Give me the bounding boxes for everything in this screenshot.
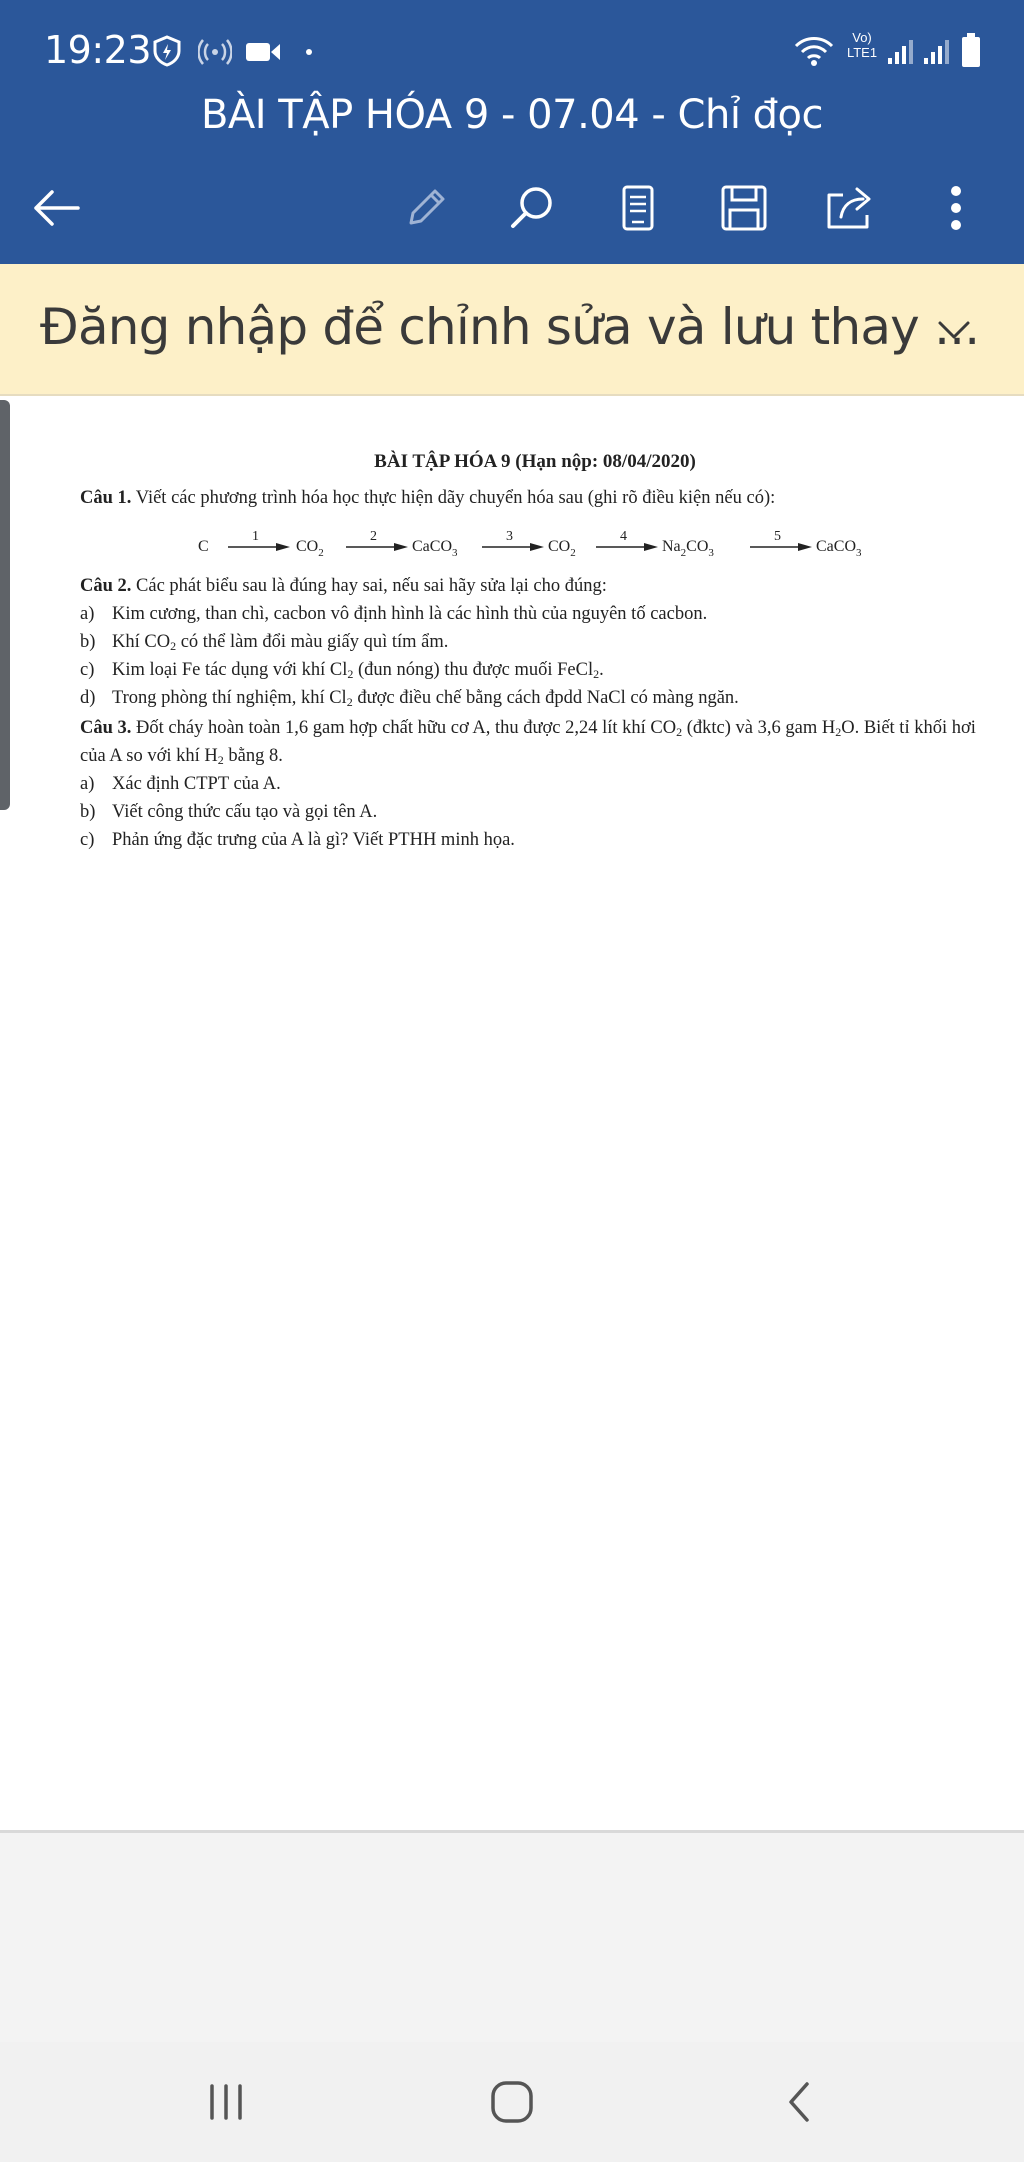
question-2-item-d bbox=[80, 684, 990, 712]
subscript: 2 bbox=[593, 667, 600, 681]
step-5-product: CaCO$_3$ bbox=[816, 538, 862, 559]
question-2-label: Câu 2. bbox=[80, 576, 132, 596]
wifi-icon bbox=[792, 30, 836, 70]
subscript: 2 bbox=[835, 725, 842, 739]
back-icon bbox=[783, 2080, 813, 2124]
home-button[interactable] bbox=[480, 2070, 544, 2134]
question-2-items bbox=[80, 600, 990, 712]
step-5-num: 5 bbox=[774, 529, 781, 544]
question-2-text: Các phát biểu sau là đúng hay sai, nếu sai hãy sửa lại cho đúng: bbox=[136, 576, 607, 596]
edit-button[interactable] bbox=[394, 176, 458, 240]
reading-view-button[interactable] bbox=[606, 176, 670, 240]
nav-back-button[interactable] bbox=[766, 2070, 830, 2134]
step-4-product: $Na_2CO_3$ bbox=[662, 538, 714, 559]
reaction-chain-diagram bbox=[198, 516, 958, 572]
item-label: a) bbox=[80, 604, 95, 624]
search-icon bbox=[507, 183, 557, 233]
network-type-label bbox=[842, 30, 882, 60]
question-3-text: bằng 8. bbox=[223, 746, 283, 766]
pencil-icon bbox=[401, 183, 451, 233]
item-text: được điều chế bằng cách đpdd NaCl có màng ngăn. bbox=[352, 688, 739, 708]
item-text: có thể làm đổi màu giấy quì tím ẩm. bbox=[176, 632, 449, 652]
item-label: c) bbox=[80, 830, 95, 850]
video-camera-icon bbox=[246, 40, 282, 64]
subscript: 2 bbox=[676, 725, 683, 739]
lte-label: LTE1 bbox=[846, 45, 878, 60]
item-text: Trong phòng thí nghiệm, khí Cl bbox=[112, 688, 347, 708]
save-icon bbox=[719, 183, 769, 233]
subscript: 2 bbox=[217, 753, 224, 767]
question-2-item-a bbox=[80, 600, 990, 628]
question-1 bbox=[80, 484, 990, 512]
step-3-num: 3 bbox=[506, 529, 513, 544]
question-2-item-c bbox=[80, 656, 990, 684]
item-label: c) bbox=[80, 660, 95, 680]
more-options-button[interactable] bbox=[924, 176, 988, 240]
question-3-text: O. Biết tỉ khối hơi của A so với khí H bbox=[80, 718, 976, 766]
status-time: 19:23 bbox=[44, 28, 152, 72]
item-text: Xác định CTPT của A. bbox=[112, 774, 281, 794]
question-3-text: (đktc) và 3,6 gam H bbox=[682, 718, 836, 738]
signal-strength-icon bbox=[886, 36, 916, 66]
question-3-item-a bbox=[80, 770, 990, 798]
question-3 bbox=[80, 714, 990, 770]
battery-icon bbox=[960, 32, 982, 68]
nfc-icon bbox=[198, 38, 232, 66]
reading-view-icon bbox=[618, 183, 658, 233]
volte-label: Vo) bbox=[852, 30, 872, 45]
status-bar bbox=[0, 0, 1024, 96]
step-3-product: $CO_2$ bbox=[548, 538, 576, 559]
item-text: Viết công thức cấu tạo và gọi tên A. bbox=[112, 802, 378, 822]
item-label: b) bbox=[80, 802, 96, 822]
shield-icon bbox=[150, 34, 184, 68]
save-button[interactable] bbox=[712, 176, 776, 240]
question-3-text: Đốt cháy hoàn toàn 1,6 gam hợp chất hữu cơ A, thu được 2,24 lít khí CO bbox=[136, 718, 677, 738]
back-arrow-icon bbox=[30, 186, 82, 230]
app-bar bbox=[0, 0, 1024, 264]
question-1-label: Câu 1. bbox=[80, 488, 132, 508]
subscript: 2 bbox=[170, 639, 177, 653]
item-text: Kim cương, than chì, cacbon vô định hình là các hình thù của nguyên tố cacbon. bbox=[112, 604, 708, 624]
item-label: b) bbox=[80, 632, 96, 652]
subscript: 2 bbox=[347, 667, 354, 681]
scroll-handle[interactable] bbox=[0, 400, 10, 810]
recent-apps-button[interactable] bbox=[194, 2070, 258, 2134]
question-1-text: Viết các phương trình hóa học thực hiện dãy chuyển hóa sau (ghi rõ điều kiện nếu có): bbox=[135, 488, 776, 508]
more-vert-icon bbox=[948, 183, 964, 233]
question-3-item-b bbox=[80, 798, 990, 826]
item-text: Khí CO bbox=[112, 632, 171, 652]
question-3-label: Câu 3. bbox=[80, 718, 132, 738]
item-text: Kim loại Fe tác dụng với khí Cl bbox=[112, 660, 348, 680]
item-label: a) bbox=[80, 774, 95, 794]
reaction-chain bbox=[80, 516, 990, 572]
item-label: d) bbox=[80, 688, 96, 708]
chain-start: C bbox=[198, 538, 209, 555]
question-2-item-b bbox=[80, 628, 990, 656]
step-2-product: CaCO$_3$ bbox=[412, 538, 458, 559]
item-text: (đun nóng) thu được muối FeCl bbox=[353, 660, 594, 680]
question-3-items bbox=[80, 770, 990, 854]
home-icon bbox=[488, 2078, 536, 2126]
chevron-down-icon bbox=[936, 319, 972, 341]
question-3-item-c bbox=[80, 826, 990, 854]
system-nav-bar bbox=[0, 2042, 1024, 2162]
item-text: . bbox=[599, 660, 604, 680]
document-title: BÀI TẬP HÓA 9 - 07.04 - Chỉ đọc bbox=[200, 92, 824, 138]
item-text: Phản ứng đặc trưng của A là gì? Viết PTHH minh họa. bbox=[112, 830, 515, 850]
back-button[interactable] bbox=[24, 176, 88, 240]
subscript: 2 bbox=[346, 695, 353, 709]
document-content bbox=[80, 448, 990, 856]
signal-strength-2-icon bbox=[922, 36, 952, 66]
step-1-product: $CO_2$ bbox=[296, 538, 324, 559]
doc-heading: BÀI TẬP HÓA 9 (Hạn nộp: 08/04/2020) bbox=[374, 451, 696, 472]
share-icon bbox=[823, 183, 877, 233]
step-2-num: 2 bbox=[370, 529, 377, 544]
recent-apps-icon bbox=[204, 2082, 248, 2122]
document-page[interactable] bbox=[0, 396, 1024, 1833]
banner-expand-button[interactable] bbox=[924, 300, 984, 360]
sign-in-banner[interactable] bbox=[0, 264, 1024, 396]
search-button[interactable] bbox=[500, 176, 564, 240]
step-1-num: 1 bbox=[252, 529, 259, 544]
notification-dot-icon bbox=[305, 48, 313, 56]
step-4-num: 4 bbox=[620, 529, 627, 544]
question-2 bbox=[80, 572, 990, 600]
sign-in-banner-text: Đăng nhập để chỉnh sửa và lưu thay ... bbox=[40, 298, 980, 356]
share-button[interactable] bbox=[818, 176, 882, 240]
